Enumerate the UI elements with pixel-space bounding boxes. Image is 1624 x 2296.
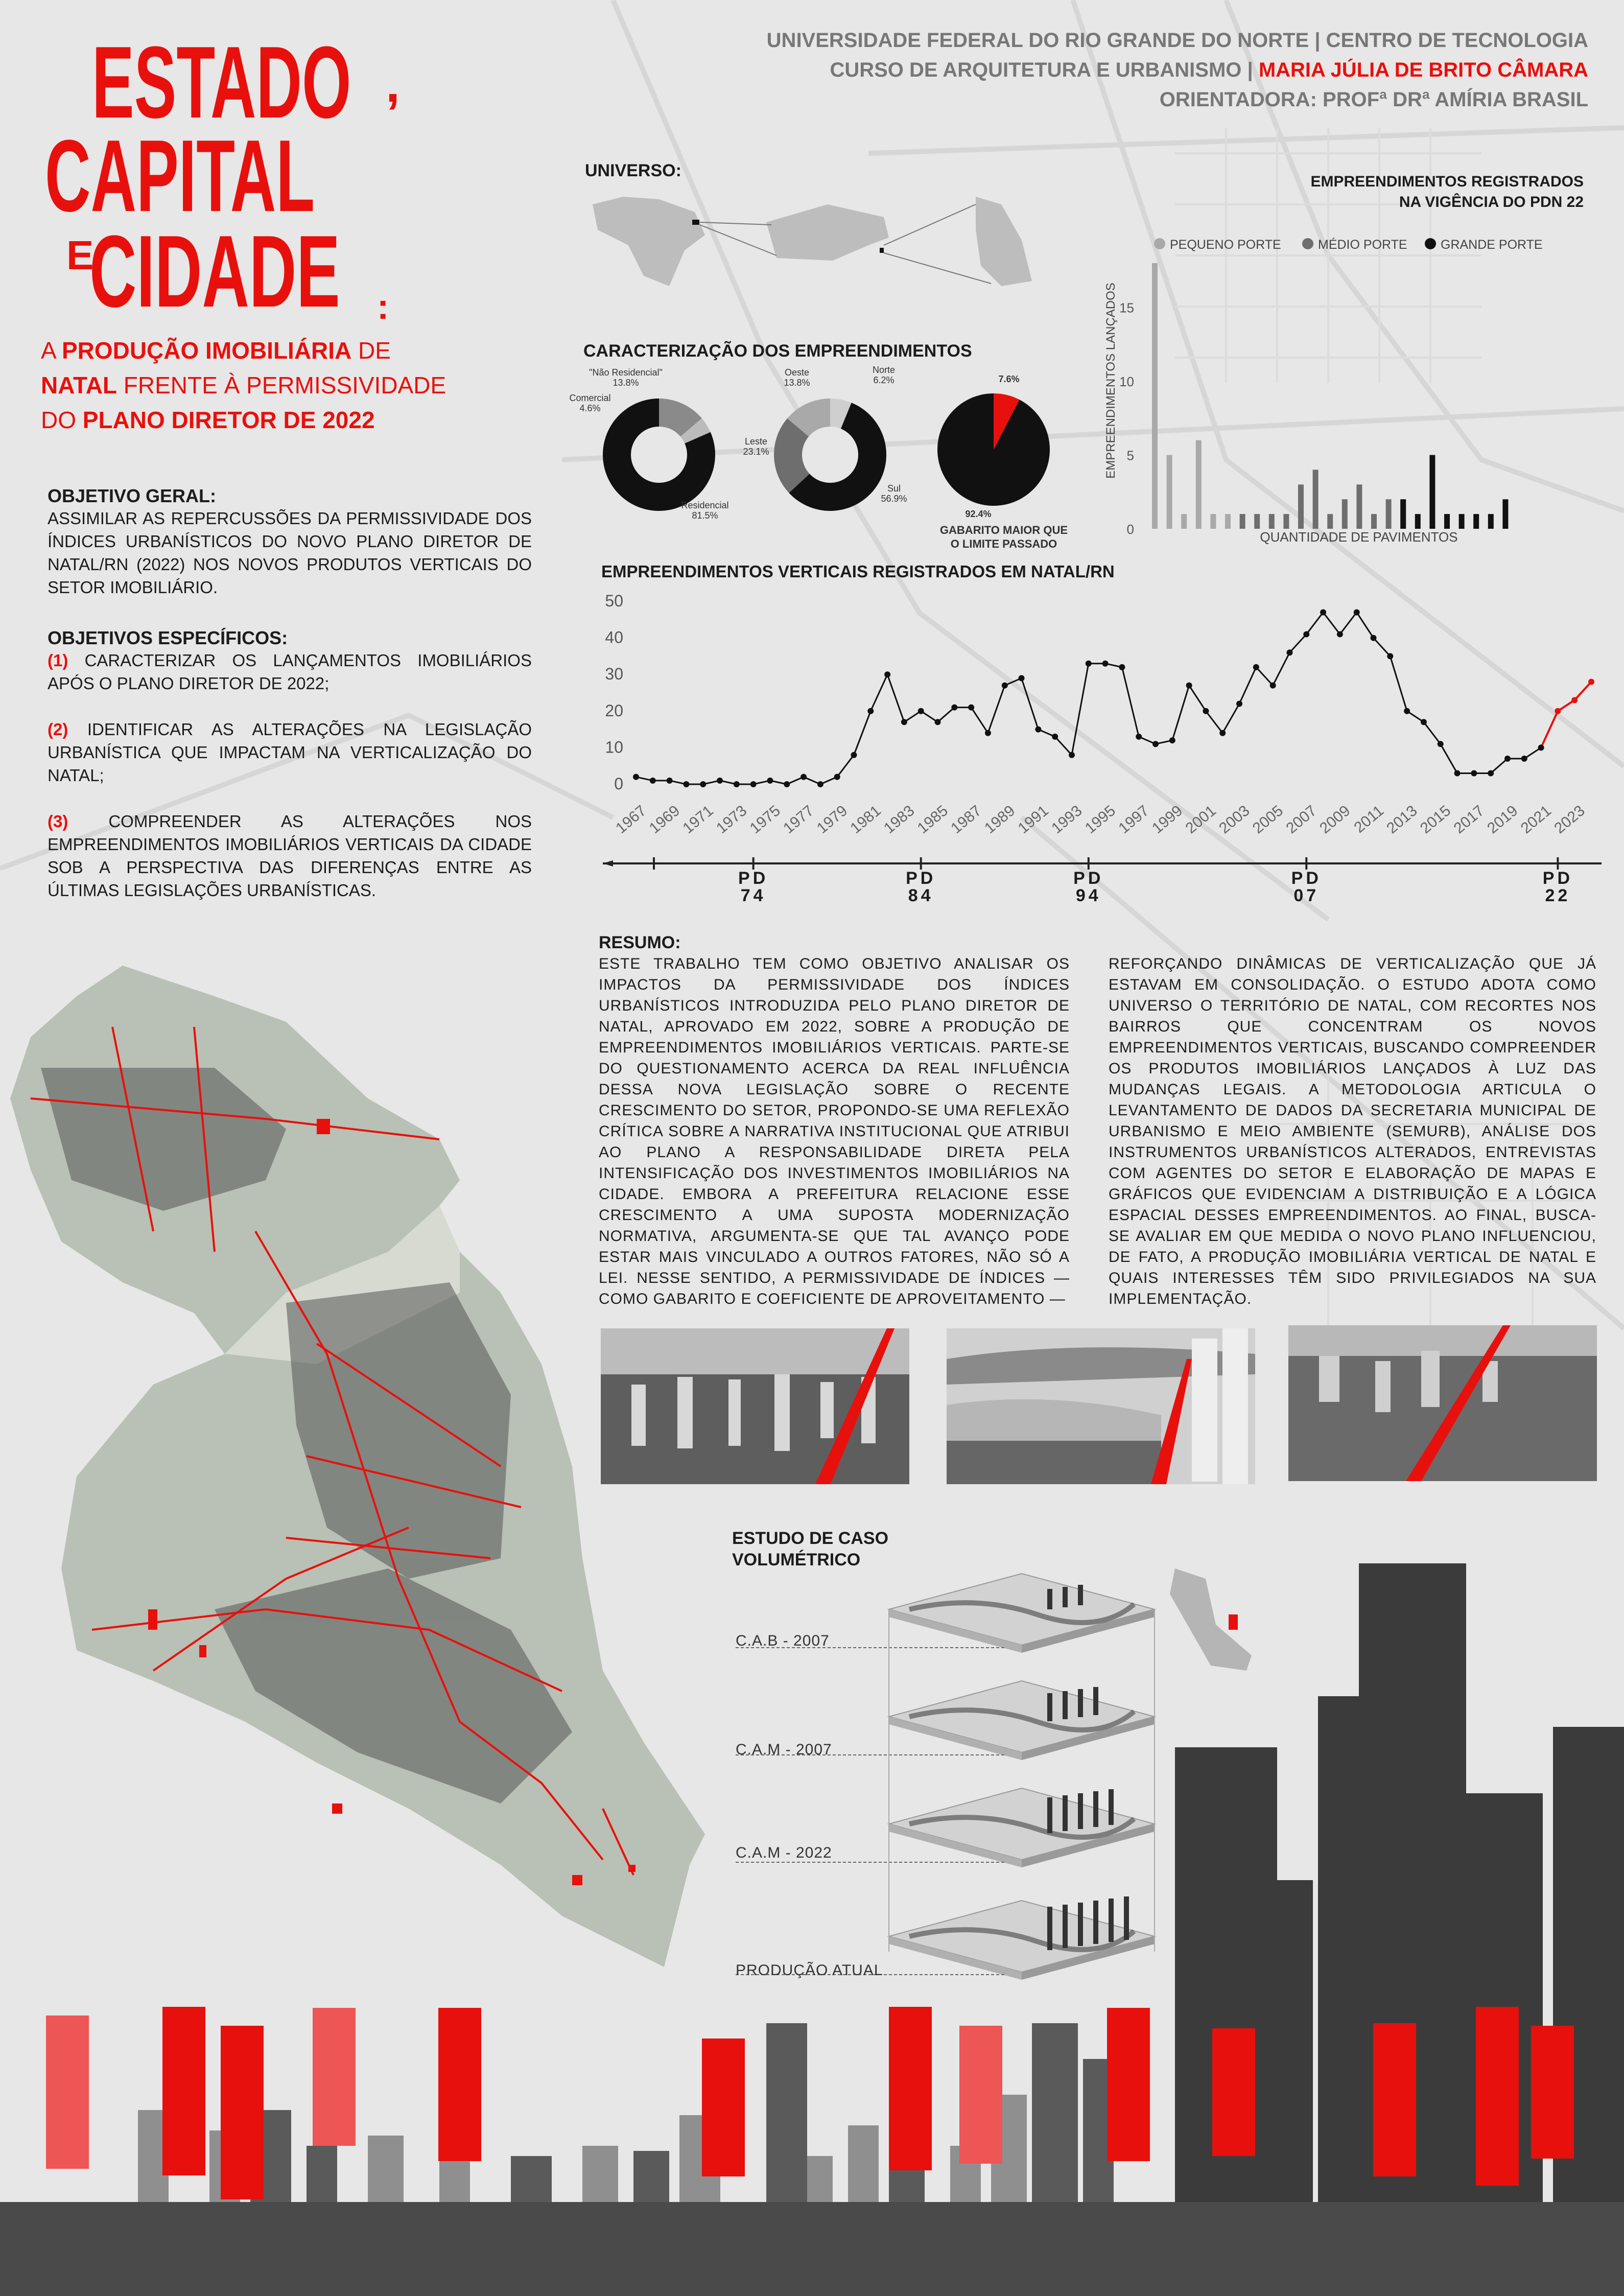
line-point (1169, 737, 1175, 743)
x-tick-label: 2003 (1216, 802, 1253, 837)
bar (1210, 514, 1216, 529)
donut-hole (631, 427, 687, 483)
city-skyline (0, 1522, 1624, 2296)
x-tick-label: 1979 (813, 802, 851, 837)
pie-label: Sul (887, 483, 901, 494)
line-point (1303, 631, 1309, 637)
line-point (935, 719, 941, 725)
line-point (1203, 708, 1209, 714)
line-point (817, 781, 823, 787)
aerial-photo-3 (1288, 1325, 1597, 1481)
subtitle-text: DO (41, 407, 83, 433)
objetivo-geral-title: OBJETIVO GERAL: (48, 485, 217, 506)
bar (1152, 263, 1158, 529)
title-cidade: CIDADE (89, 215, 340, 329)
bar (1181, 514, 1187, 529)
y-axis-label: EMPREENDIMENTOS LANÇADOS (1104, 283, 1118, 479)
pie-label: 81.5% (692, 510, 718, 521)
line-point (1186, 683, 1192, 689)
rn-state-map (766, 204, 889, 261)
x-tick-label: 2007 (1283, 802, 1320, 837)
line-point (867, 708, 874, 714)
plan-marker-label: 22 (1545, 886, 1571, 905)
y-tick-label: 5 (1126, 448, 1134, 463)
bar (1240, 514, 1245, 529)
bar (1473, 514, 1479, 529)
universo-title: UNIVERSO: (585, 161, 681, 180)
line-point (1286, 649, 1292, 655)
line-point (750, 781, 757, 787)
x-tick-label: 2021 (1517, 802, 1555, 837)
caracterizacao-title: CARACTERIZAÇÃO DOS EMPREENDIMENTOS (583, 341, 972, 361)
pie-label: 6.2% (873, 375, 895, 385)
plan-marker-label: 94 (1075, 886, 1101, 905)
objetivo-geral (48, 485, 532, 599)
line-point (1337, 631, 1343, 637)
plan-marker-label: PD (906, 869, 936, 888)
objetivos-especificos (48, 627, 532, 902)
plan-marker-label: PD (1291, 869, 1322, 888)
y-tick-label: 10 (1119, 374, 1134, 390)
line-point (1253, 664, 1259, 670)
pie-label: Oeste (784, 367, 810, 378)
line-point (1152, 741, 1159, 747)
course-name: CURSO DE ARQUITETURA E URBANISMO | (830, 59, 1259, 81)
line-point (1571, 697, 1578, 703)
line-point (650, 778, 656, 784)
line-point (1086, 661, 1092, 667)
legend-label: PEQUENO PORTE (1170, 238, 1281, 252)
timeline-arrow (603, 860, 613, 866)
x-tick-label: 1993 (1048, 802, 1086, 837)
bar (1444, 514, 1450, 529)
case-label-cam-2022: C.A.M - 2022 (736, 1844, 832, 1861)
x-tick-label: 2011 (1351, 802, 1387, 836)
resumo-column-2: REFORÇANDO DINÂMICAS DE VERTICALIZAÇÃO QUE JÁ ESTAVAM EM CONSOLIDAÇÃO. O ESTUDO ADOTA COMO UNIVERSO O TERRITÓRIO DE NATAL, COM RECORTES NOS BAIRROS QUE CONCENTRAM OS NOVOS EMPREENDIMENTOS VERTICAIS, BUSCANDO COMPREENDER OS PRODUTOS IMOBILIÁRIOS LANÇADOS À LUZ DAS MUDANÇAS LEGAIS. A METODOLOGIA ARTICULA O LEVANTAMENTO DE DADOS DA SECRETARIA MUNICIPAL DE URBANISMO E MEIO AMBIENTE (SEMURB), ANÁLISE DOS INSTRUMENTOS URBANÍSTICOS ALTERADOS, ENTREVISTAS COM AGENTES DO SETOR E ELABORAÇÃO DE MAPAS E GRÁFICOS QUE EVIDENCIAM A DISTRIBUIÇÃO E A LÓGICA ESPACIAL DESSES EMPREENDIMENTOS. AO FINAL, BUSCA-SE AVALIAR EM QUE MEDIDA O NOVO PLANO INFLUENCIOU, DE FATO, A PRODUÇÃO IMOBILIÁRIA VERTICAL DE NATAL E QUAIS INTERESSES TÊM SIDO PRIVILEGIADOS NA SUA IMPLEMENTAÇÃO. (1109, 955, 1596, 1307)
course-line (669, 55, 1588, 85)
line-point (918, 708, 924, 714)
plan-marker-label: 84 (908, 886, 934, 905)
title-capital: CAPITAL (45, 119, 315, 233)
resumo-title: RESUMO: (599, 933, 681, 952)
line-point (884, 671, 890, 677)
plan-marker-label: PD (738, 869, 769, 888)
bar (1269, 514, 1275, 529)
x-tick-label: 1985 (914, 802, 952, 837)
pie-label: Leste (744, 436, 768, 447)
bar (1371, 514, 1377, 529)
x-tick-label: 1997 (1115, 802, 1152, 837)
plan-marker-label: PD (1073, 869, 1104, 888)
line-point (1102, 661, 1109, 667)
objective-text: IDENTIFICAR AS ALTERAÇÕES NA LEGISLAÇÃO URBANÍSTICA QUE IMPACTAM NA VERTICALIZAÇÃO DO NATAL; (48, 720, 532, 785)
line-point (1471, 770, 1477, 777)
x-tick-label: 1969 (646, 802, 684, 837)
x-tick-label: 1995 (1081, 802, 1119, 837)
line-chart-title: EMPREENDIMENTOS VERTICAIS REGISTRADOS EM NATAL/RN (601, 562, 1115, 581)
line-point (1019, 675, 1025, 681)
line-point (1438, 741, 1444, 747)
pie-label: 56.9% (881, 494, 907, 504)
pie-label: "Não Residencial" (589, 367, 663, 378)
objetivo-geral-text: ASSIMILAR AS REPERCUSSÕES DA PERMISSIVIDADE DOS ÍNDICES URBANÍSTICOS DO NOVO PLANO DIRETOR DE NATAL/RN (2022) NOS NOVOS PRODUTOS VERTICAIS DO SETOR IMOBILIÁRIO. (48, 509, 532, 597)
x-tick-label: 1971 (679, 802, 717, 837)
y-tick-label: 50 (605, 592, 623, 610)
plan-marker-label: PD (1542, 869, 1573, 888)
pie-label: Residencial (681, 500, 729, 510)
line-point (951, 705, 957, 711)
author-name: MARIA JÚLIA DE BRITO CÂMARA (1258, 59, 1588, 81)
bar (1225, 514, 1231, 529)
objective-number: (1) (48, 651, 68, 670)
x-tick-label: 2001 (1182, 802, 1219, 837)
natal-city-map (976, 197, 1032, 286)
subtitle-text: DE (351, 337, 391, 364)
objective-text: COMPREENDER AS ALTERAÇÕES NOS EMPREENDIMENTOS IMOBILIÁRIOS VERTICAIS DA CIDADE SOB A PERSPECTIVA DAS DIFERENÇAS ENTRE AS ÚLTIMAS LEGISLAÇÕES URBANÍSTICAS. (48, 812, 532, 900)
skyline-ground (0, 2202, 1624, 2296)
aerial-photo-3-illustration (1288, 1325, 1597, 1481)
x-tick-label: 2013 (1383, 802, 1421, 837)
case-label-cab-2007: C.A.B - 2007 (736, 1632, 830, 1649)
legend-swatch (1425, 238, 1436, 249)
legend-label: MÉDIO PORTE (1318, 238, 1407, 252)
case-label-producao-atual: PRODUÇÃO ATUAL (736, 1962, 883, 1979)
pie-caption: O LIMITE PASSADO (950, 537, 1057, 550)
universo-locator-maps (582, 189, 1063, 296)
line-point (633, 774, 639, 780)
plan-marker-label: 07 (1293, 886, 1320, 905)
bar (1327, 514, 1333, 529)
estudo-title-line2: VOLUMÉTRICO (732, 1550, 861, 1569)
bar (1196, 440, 1202, 529)
bar (1167, 455, 1172, 529)
line-point (1270, 683, 1276, 689)
legend-swatch (1302, 238, 1313, 249)
x-axis-label: QUANTIDADE DE PAVIMENTOS (1260, 529, 1458, 545)
line-point (1236, 700, 1242, 707)
bar (1254, 514, 1260, 529)
pie-label: 13.8% (613, 378, 639, 388)
case-label-cam-2007: C.A.M - 2007 (736, 1741, 832, 1758)
objective-item (48, 718, 532, 787)
line-point (700, 781, 706, 787)
line-point (985, 730, 991, 736)
rn-marker (692, 220, 699, 225)
line-series-highlight (1541, 682, 1591, 748)
pie-label: 23.1% (743, 447, 769, 457)
skyline-towers (1175, 1563, 1624, 2296)
subtitle-bold: NATAL (41, 372, 117, 399)
x-tick-label: 2005 (1249, 802, 1287, 837)
pie-slice (937, 393, 1050, 506)
line-point (1119, 664, 1125, 670)
advisor-line: ORIENTADORA: PROFª DRª AMÍRIA BRASIL (1159, 88, 1588, 111)
line-point (1588, 679, 1594, 685)
x-tick-label: 1975 (746, 802, 784, 837)
title-comma: , (386, 56, 400, 113)
line-chart (587, 557, 1614, 925)
line-point (801, 774, 807, 780)
line-point (1052, 734, 1058, 740)
line-point (1504, 756, 1511, 762)
line-series (636, 612, 1541, 784)
aerial-photo-2-illustration (947, 1328, 1255, 1484)
aerial-photo-2 (947, 1328, 1255, 1484)
plan-marker-label: 74 (740, 886, 766, 905)
estudo-title-line1: ESTUDO DE CASO (732, 1529, 889, 1548)
bar (1400, 499, 1406, 529)
line-point (767, 778, 773, 784)
x-tick-label: 2023 (1551, 802, 1588, 837)
subtitle-text: A (41, 337, 62, 364)
line-point (1404, 708, 1410, 714)
subtitle (41, 333, 501, 437)
header-credits (669, 26, 1588, 114)
objective-item (48, 649, 532, 695)
objetivos-especificos-title: OBJETIVOS ESPECÍFICOS: (48, 627, 288, 648)
bar (1298, 484, 1304, 529)
line-point (1136, 734, 1142, 740)
line-point (1320, 609, 1326, 615)
x-tick-label: 1967 (613, 802, 650, 837)
legend-label: GRANDE PORTE (1441, 238, 1543, 252)
line-point (784, 781, 790, 787)
title-colon: : (377, 287, 389, 326)
y-tick-label: 0 (1126, 522, 1134, 537)
pie-label: Comercial (569, 393, 611, 403)
x-tick-label: 1973 (713, 802, 750, 837)
x-tick-label: 2019 (1484, 802, 1521, 837)
y-tick-label: 30 (605, 665, 623, 684)
pie-charts (562, 358, 1073, 562)
bar (1502, 499, 1508, 529)
pie-label: 92.4% (965, 509, 992, 519)
line-point (1035, 727, 1041, 733)
y-tick-label: 10 (605, 738, 623, 757)
pie-caption: GABARITO MAIOR QUE (939, 524, 1068, 536)
y-tick-label: 15 (1119, 300, 1134, 316)
pie-label: 4.6% (579, 403, 601, 413)
bar (1415, 514, 1421, 529)
line-point (1538, 744, 1544, 751)
bar-chart-title: EMPREENDIMENTOS REGISTRADOS (1310, 173, 1584, 190)
line-point (834, 774, 840, 780)
line-point (1488, 770, 1494, 777)
brazil-map (593, 197, 705, 286)
line-point (1219, 730, 1226, 736)
line-point (683, 781, 689, 787)
bar (1313, 470, 1319, 529)
pie-label: 13.8% (784, 378, 810, 388)
line-point (901, 719, 907, 725)
y-tick-label: 0 (614, 775, 623, 793)
pie-label: 7.6% (998, 374, 1020, 384)
title-e: E (66, 232, 94, 278)
donut-hole (802, 427, 858, 483)
line-point (734, 781, 740, 787)
legend-swatch (1154, 238, 1165, 249)
line-point (1387, 653, 1393, 659)
bar (1283, 514, 1289, 529)
line-point (1521, 756, 1527, 762)
bar (1342, 499, 1348, 529)
bar (1429, 455, 1435, 529)
line-point (717, 778, 723, 784)
bar (1386, 499, 1392, 529)
line-point (1555, 708, 1561, 714)
x-tick-label: 2017 (1450, 802, 1488, 837)
bar-chart-title: NA VIGÊNCIA DO PDN 22 (1399, 194, 1584, 210)
subtitle-bold: PLANO DIRETOR DE 2022 (82, 407, 375, 433)
line-point (1421, 719, 1427, 725)
subtitle-bold: PRODUÇÃO IMOBILIÁRIA (61, 337, 352, 364)
line-point (1454, 770, 1461, 777)
x-tick-label: 1981 (847, 802, 884, 837)
x-tick-label: 1977 (780, 802, 817, 837)
x-tick-label: 2009 (1316, 802, 1354, 837)
x-tick-label: 1983 (881, 802, 918, 837)
line-point (1371, 635, 1377, 641)
x-tick-label: 1999 (1148, 802, 1186, 837)
objective-number: (2) (48, 720, 68, 739)
subtitle-text: FRENTE À PERMISSIVIDADE (117, 372, 446, 399)
bar (1459, 514, 1465, 529)
y-tick-label: 40 (605, 628, 623, 647)
x-tick-label: 1991 (1015, 802, 1052, 837)
y-tick-label: 20 (605, 701, 623, 720)
x-tick-label: 2015 (1417, 802, 1454, 837)
line-point (1069, 752, 1075, 758)
line-point (851, 752, 857, 758)
line-point (1002, 683, 1008, 689)
objective-item (48, 810, 532, 902)
objective-text: CARACTERIZAR OS LANÇAMENTOS IMOBILIÁRIOS APÓS O PLANO DIRETOR DE 2022; (48, 651, 532, 693)
line-point (1354, 609, 1360, 615)
title-estado: ESTADO (92, 26, 351, 139)
objective-number: (3) (48, 812, 68, 831)
bar (1356, 484, 1362, 529)
bar (1488, 514, 1494, 529)
line-point (968, 705, 974, 711)
line-point (667, 778, 673, 784)
bar-chart (1093, 163, 1604, 557)
resumo-column-1: ESTE TRABALHO TEM COMO OBJETIVO ANALISAR OS IMPACTOS DA PERMISSIVIDADE DOS ÍNDICES URBANÍSTICOS INTRODUZIDA PELO PLANO DIRETOR DE NATAL, APROVADO EM 2022, SOBRE A PRODUÇÃO DE EMPREENDIMENTOS IMOBILIÁRIOS VERTICAIS. PARTE-SE DO QUESTIONAMENTO ACERCA DA REAL INFLUÊNCIA DESSA NOVA LEGISLAÇÃO SOBRE O RECENTE CRESCIMENTO DO SETOR, PROPONDO-SE UMA REFLEXÃO CRÍTICA SOBRE A NARRATIVA INSTITUCIONAL QUE ATRIBUI AO PLANO A RESPONSABILIDADE DIRETA PELA INTENSIFICAÇÃO DOS INVESTIMENTOS IMOBILIÁRIOS NA CIDADE. EMBORA A PREFEITURA RELACIONE ESSE CRESCIMENTO A UMA SUPOSTA MODERNIZAÇÃO NORMATIVA, ARGUMENTA-SE QUE TAL AVANÇO PODE ESTAR MAIS VINCULADO A OUTROS FATORES, NÃO SÓ A LEI. NESSE SENTIDO, A PERMISSIVIDADE DE ÍNDICES — COMO GABARITO E COEFICIENTE DE APROVEITAMENTO — (599, 955, 1070, 1307)
x-tick-label: 1987 (948, 802, 985, 837)
x-tick-label: 1989 (981, 802, 1019, 837)
pie-label: Norte (872, 365, 896, 375)
university-line: UNIVERSIDADE FEDERAL DO RIO GRANDE DO NORTE | CENTRO DE TECNOLOGIA (766, 29, 1588, 52)
natal-marker (880, 248, 884, 253)
